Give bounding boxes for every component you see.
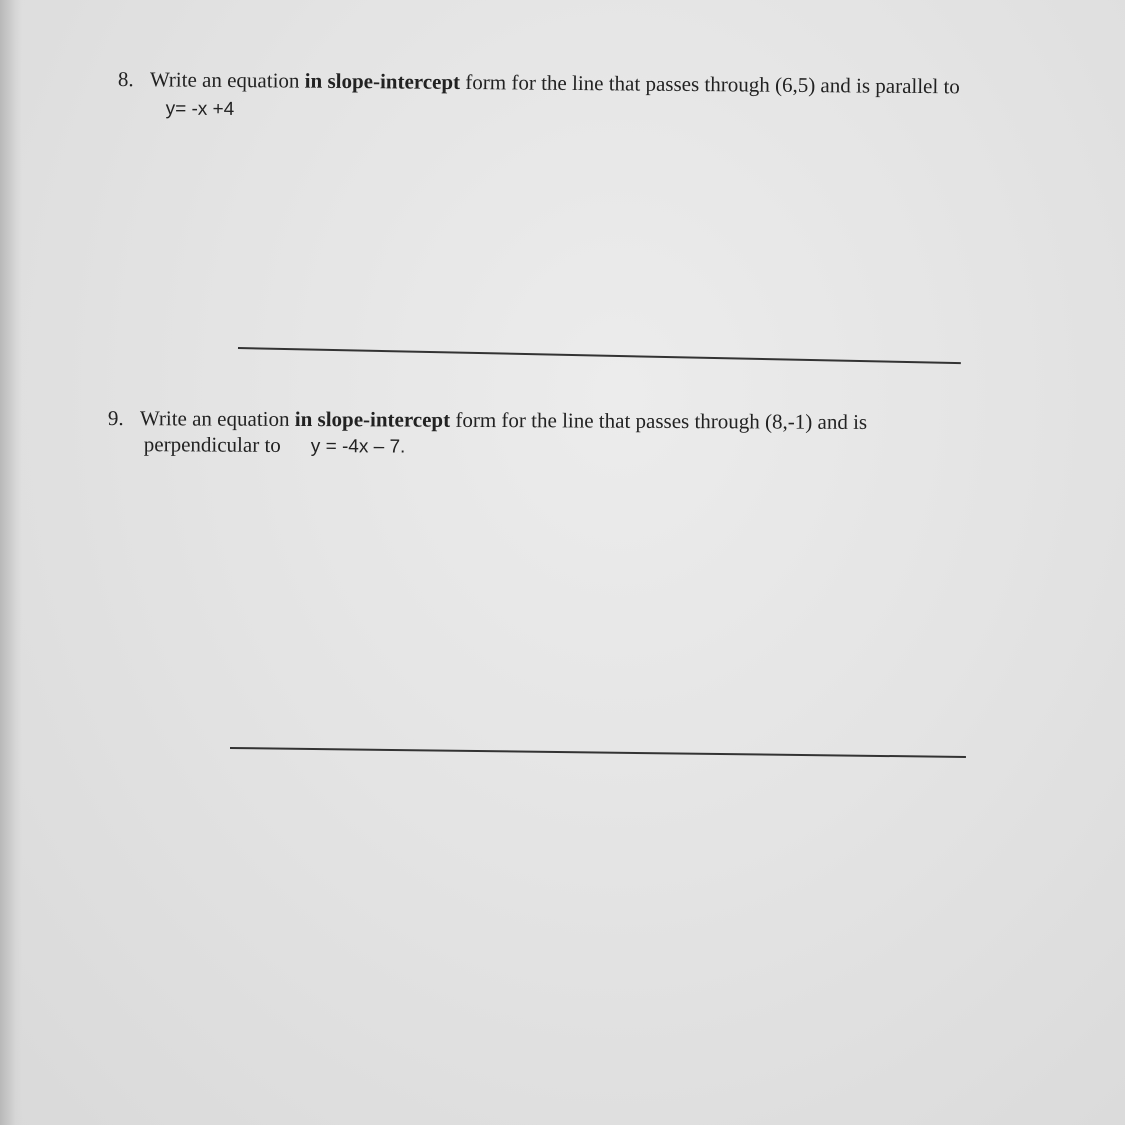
question-9-equation: y = -4x – 7. xyxy=(310,436,406,458)
question-8-equation: y= -x +4 xyxy=(165,98,235,121)
page-edge-shadow xyxy=(0,0,22,1125)
question-9-text-start: Write an equation xyxy=(139,406,295,431)
question-8-text-start: Write an equation xyxy=(149,67,305,93)
question-8 xyxy=(117,66,1058,121)
question-9-text-end: form for the line that passes through (8,-1) and is xyxy=(450,407,868,434)
question-8-line-1 xyxy=(118,66,1058,100)
question-9-number: 9. xyxy=(107,406,124,431)
question-8-text-end: form for the line that passes through (6,5) and is parallel to xyxy=(459,69,960,99)
question-8-answer-line xyxy=(238,347,961,364)
question-8-bold-text: in slope-intercept xyxy=(304,68,461,94)
question-9-answer-line xyxy=(230,747,966,757)
question-8-number: 8. xyxy=(117,66,134,92)
question-9-line-2 xyxy=(108,431,1008,464)
question-9-bold-text: in slope-intercept xyxy=(294,406,451,432)
question-9 xyxy=(108,405,1008,464)
question-9-continuation: perpendicular to xyxy=(143,432,281,457)
